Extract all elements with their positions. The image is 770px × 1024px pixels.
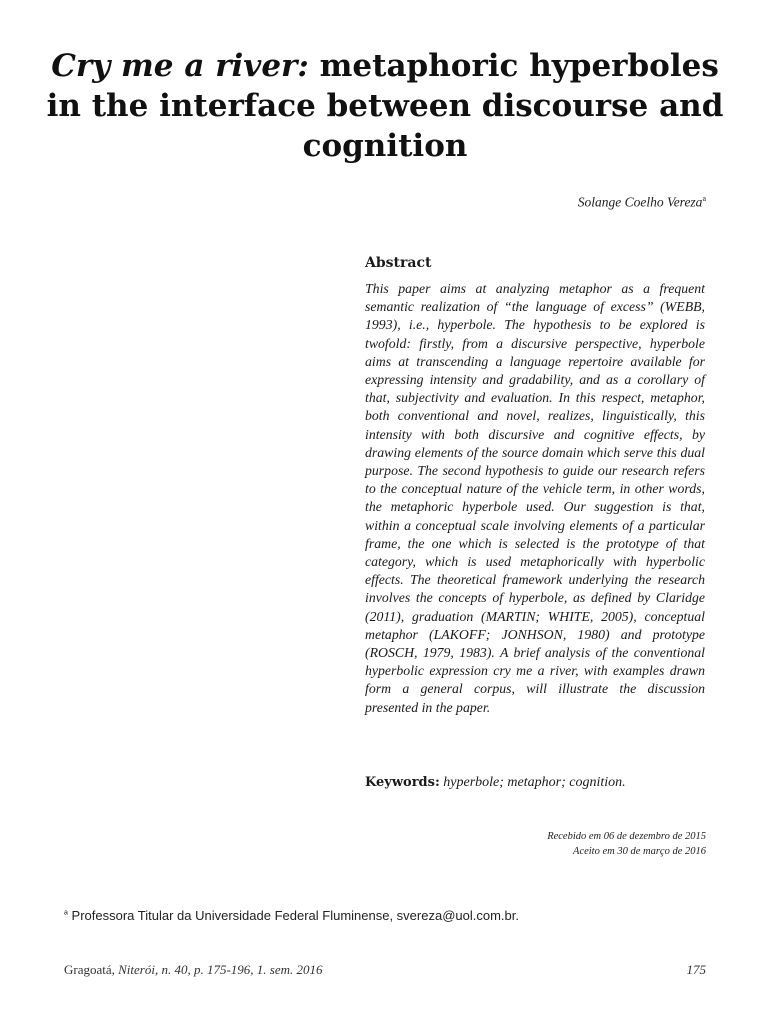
journal-citation <box>64 962 323 978</box>
author-footnote <box>64 908 519 923</box>
author-footnote-marker[interactable]: a <box>702 194 706 203</box>
author-name: Solange Coelho Vereza <box>577 194 703 210</box>
keywords-text: hyperbole; metaphor; cognition. <box>443 775 626 790</box>
footnote-marker: a <box>64 909 68 917</box>
page-number: 175 <box>686 962 706 977</box>
title-italic-part: Cry me a river: <box>51 48 309 84</box>
abstract-heading: Abstract <box>365 255 432 271</box>
abstract-text: This paper aims at analyzing metaphor as a frequent semantic realization of “the language of excess” (WEBB, 1993), i.e., hyperbole. The hypothesis to be explored is twofold: firstly, from a discursive perspective, hyperbole aims at transcending a language repertoire available for expressing intensity and gradability, and as a corollary of that, subjectivity and evaluation. In this respect, metaphor, both conventional and novel, realizes, linguistically, this intensity with both discursive and cognitive effects, by drawing elements of the source domain which serve this dual purpose. The second hypothesis to guide our research refers to the conceptual nature of the vehicle term, in other words, the metaphoric hyperbole used. Our suggestion is that, within a conceptual scale involving elements of a particular frame, the one which is selected is the prototype of that category, which is used metaphorically with hyperbolic effects. The theoretical framework underlying the research involves the concepts of hyperbole, as defined by Claridge (2011), graduation (MARTIN; WHITE, 2005), conceptual metaphor (LAKOFF; JONHSON, 1980) and prototype (ROSCH, 1979, 1983). A brief analysis of the conventional hyperbolic expression cry me a river, with examples drawn form a general corpus, will illustrate the discussion presented in the paper. <box>365 281 705 715</box>
paper-title <box>40 46 730 166</box>
title-rest-part: metaphoric hyperboles in the interface between discourse and cognition <box>46 48 724 164</box>
journal-name: Gragoatá, <box>64 962 115 977</box>
keywords-line <box>365 775 710 791</box>
submission-dates <box>547 829 706 859</box>
footnote-text: Professora Titular da Universidade Federal Fluminense, svereza@uol.com.br. <box>71 908 519 923</box>
author-line <box>578 194 706 211</box>
journal-details: Niterói, n. 40, p. 175-196, 1. sem. 2016 <box>118 962 323 977</box>
received-date: Recebido em 06 de dezembro de 2015 <box>547 831 706 842</box>
accepted-date: Aceito em 30 de março de 2016 <box>573 846 706 857</box>
keywords-label: Keywords: <box>365 775 440 790</box>
